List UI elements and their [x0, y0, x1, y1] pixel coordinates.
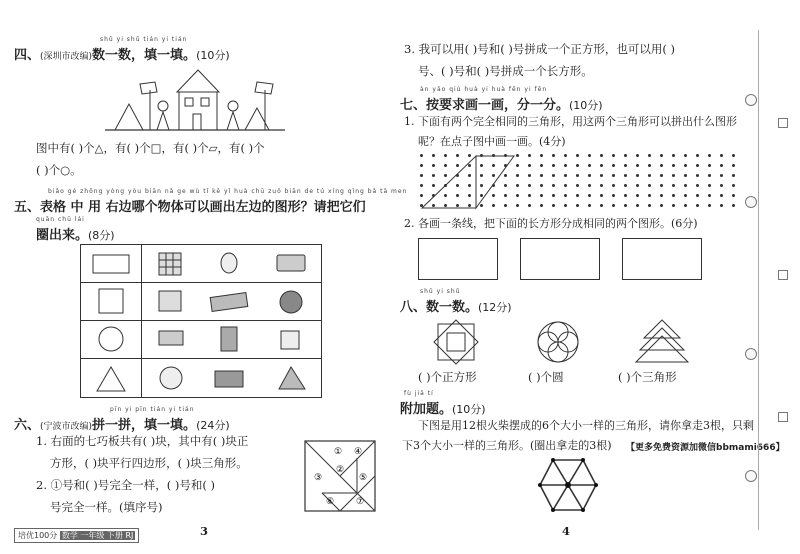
sec6-heading — [14, 414, 230, 433]
grid-dot — [576, 194, 579, 197]
tangram-figure — [304, 440, 376, 512]
grid-dot — [696, 184, 699, 187]
grid-dot — [636, 184, 639, 187]
grid-dot — [684, 154, 687, 157]
grid-dot — [552, 174, 555, 177]
grid-dot — [588, 174, 591, 177]
sec6-source: (宁波市改编) — [40, 422, 93, 432]
sec8-title: 八、数一数。 — [400, 300, 479, 315]
grid-dot — [600, 174, 603, 177]
grid-dot — [696, 174, 699, 177]
house-scene-figure — [95, 62, 295, 134]
shape-triangle — [97, 367, 125, 391]
grid-dot — [588, 164, 591, 167]
grid-dot — [540, 204, 543, 207]
grid-dot — [564, 184, 567, 187]
sec6-q3-line1: 3. 我可以用( )号和( )号拼成一个正方形，也可以用( ) — [404, 42, 676, 56]
grid-dot — [540, 184, 543, 187]
grid-dot — [564, 204, 567, 207]
grid-dot — [684, 184, 687, 187]
grid-dot — [648, 204, 651, 207]
grid-dot — [624, 204, 627, 207]
tangram-label-2: ② — [336, 465, 345, 475]
grid-dot — [732, 164, 735, 167]
grid-dot — [732, 174, 735, 177]
grid-dot — [612, 154, 615, 157]
grid-dot — [732, 194, 735, 197]
grid-dot — [564, 194, 567, 197]
grid-dot — [660, 194, 663, 197]
sec4-source: (深圳市改编) — [40, 52, 93, 62]
basketball-object[interactable] — [280, 291, 302, 313]
grid-dot — [576, 174, 579, 177]
binding-hole-4 — [745, 470, 757, 482]
footer-brand: 培优100分 — [18, 531, 58, 540]
binding-tab-2 — [778, 270, 788, 280]
grid-dot — [600, 204, 603, 207]
grid-dot — [684, 164, 687, 167]
grid-dot — [648, 154, 651, 157]
grid-dot — [708, 154, 711, 157]
grid-dot — [684, 174, 687, 177]
grid-dot — [576, 204, 579, 207]
sec6-pinyin: pīn yi pīn tián yi tián — [110, 406, 195, 413]
grid-dot — [708, 184, 711, 187]
grid-dot — [636, 164, 639, 167]
binding-hole-1 — [745, 94, 757, 106]
dice-object[interactable] — [281, 331, 299, 349]
grid-dot — [540, 154, 543, 157]
sec4-pinyin: shǔ yi shǔ tián yi tián — [100, 36, 188, 43]
grid-dot — [672, 204, 675, 207]
sec6-title: 拼一拼，填一填。 — [92, 418, 197, 433]
sec7-q1-line1: 1. 下面有两个完全相同的三角形，用这两个三角形可以拼出什么图形 — [404, 115, 737, 128]
grid-dot — [552, 184, 555, 187]
grid-dot — [720, 184, 723, 187]
grid-dot — [612, 164, 615, 167]
sec5-number: 五、 — [14, 200, 41, 215]
box-object[interactable] — [277, 255, 305, 271]
grid-dot — [672, 184, 675, 187]
sec8-score: (12分) — [478, 301, 512, 314]
grid-dot — [636, 204, 639, 207]
grid-dot — [672, 164, 675, 167]
grid-dot — [564, 174, 567, 177]
count-figures — [432, 318, 732, 366]
grid-dot — [720, 204, 723, 207]
sec4-score: (10分) — [196, 49, 230, 62]
brick-object[interactable] — [159, 331, 183, 345]
sec5-heading-line2 — [36, 224, 115, 243]
sec4-line1: 图中有( )个△，有( )个□，有( )个▱，有( )个 — [36, 141, 265, 155]
grid-dot — [612, 194, 615, 197]
grid-dot — [552, 164, 555, 167]
grid-dot — [624, 194, 627, 197]
grid-dot — [576, 154, 579, 157]
grid-dot — [564, 154, 567, 157]
grid-dot — [588, 204, 591, 207]
page-number-right: 4 — [562, 524, 571, 538]
sec7-title: 七、按要求画一画，分一分。 — [400, 98, 570, 113]
grid-dot — [600, 154, 603, 157]
sec6-q2-line1: 2. ①号和( )号完全一样，( )号和( ) — [36, 478, 216, 492]
extra-pinyin: fù jiā tí — [404, 390, 434, 397]
binding-tab-1 — [778, 118, 788, 128]
grid-dot — [696, 164, 699, 167]
extra-score: (10分) — [452, 403, 486, 416]
grid-dot — [612, 204, 615, 207]
grid-dot — [624, 164, 627, 167]
gift-box-object[interactable] — [215, 371, 243, 387]
grid-dot — [552, 204, 555, 207]
sec4-heading — [14, 44, 230, 63]
sec5-title-line1: 表格 中 用 右边哪个物体可以画出左边的图形？请把它们 — [40, 200, 366, 215]
grid-dot — [672, 174, 675, 177]
grid-dot — [708, 204, 711, 207]
grid-dot — [552, 194, 555, 197]
grid-dot — [624, 174, 627, 177]
tangram-label-1: ① — [334, 447, 343, 457]
grid-dot — [696, 154, 699, 157]
grid-dot — [636, 174, 639, 177]
grid-dot — [696, 194, 699, 197]
grid-dot — [672, 154, 675, 157]
grid-dot — [612, 174, 615, 177]
sec4-title: 数一数，填一填。 — [92, 48, 197, 63]
sec6-score: (24分) — [196, 419, 230, 432]
grid-dot — [624, 154, 627, 157]
binding-hole-2 — [745, 196, 757, 208]
grid-dot — [660, 184, 663, 187]
sec8-label-squares: ( )个正方形 — [418, 370, 477, 384]
grid-dot — [732, 154, 735, 157]
extra-title: 附加题。 — [400, 402, 453, 417]
grid-dot — [636, 194, 639, 197]
grid-dot — [540, 164, 543, 167]
grid-dot — [612, 184, 615, 187]
grid-dot — [588, 154, 591, 157]
tangram-label-7: ⑦ — [356, 497, 365, 507]
sec8-heading — [400, 296, 512, 315]
grid-dot — [600, 194, 603, 197]
sec6-number: 六、 — [14, 418, 41, 433]
grid-dot — [540, 194, 543, 197]
extra-heading — [400, 398, 486, 417]
tree-triangle-left — [115, 104, 143, 130]
sec7-score: (10分) — [569, 99, 603, 112]
sec5-pinyin: biǎo gé zhōng yòng yòu biān nǎ ge wù tǐ kě yǐ huà chū zuǒ biān de tú xíng qǐng bǎ tā men — [48, 188, 408, 195]
example-triangles — [420, 154, 540, 210]
sec7-q2: 2. 各画一条线，把下面的长方形分成相同的两个图形。(6分) — [404, 217, 698, 230]
footer-brand-badge — [14, 528, 139, 543]
grid-dot — [564, 164, 567, 167]
shape-object-table — [80, 244, 322, 398]
pencil-box-object[interactable] — [210, 293, 248, 312]
sec8-pinyin: shǔ yi shǔ — [420, 288, 461, 295]
footer-tag: 数学 一年级 下册 RJ — [61, 531, 134, 540]
tangram-label-4: ④ — [354, 447, 363, 457]
grid-dot — [588, 184, 591, 187]
block-object[interactable] — [159, 291, 181, 311]
sec4-number: 四、 — [14, 48, 41, 63]
grid-dot — [708, 194, 711, 197]
grid-dot — [648, 174, 651, 177]
grid-dot — [660, 164, 663, 167]
grid-dot — [660, 174, 663, 177]
grid-dot — [648, 184, 651, 187]
binding-hole-3 — [745, 348, 757, 360]
extra-line1: 下图是用12根火柴摆成的6个大小一样的三角形，请你拿走3根，只剩 — [418, 419, 754, 432]
grid-dot — [648, 164, 651, 167]
extra-ad-text: 【更多免费资源加微信bbmami666】 — [626, 443, 785, 453]
grid-dot — [576, 184, 579, 187]
cube-object[interactable] — [159, 253, 181, 275]
tangram-label-6: ⑥ — [326, 497, 335, 507]
sec6-q1-line1: 1. 右面的七巧板共有( )块，其中有( )块正 — [36, 434, 249, 448]
grid-dot — [540, 174, 543, 177]
sec8-label-circles: ( )个圆 — [528, 370, 564, 384]
grid-dot — [624, 184, 627, 187]
page-number-left: 3 — [200, 524, 209, 538]
grid-dot — [696, 204, 699, 207]
grid-dot — [720, 194, 723, 197]
rectangle-1[interactable] — [418, 238, 498, 280]
sec5-pinyin2: quān chū lái — [36, 216, 85, 223]
grid-dot — [684, 204, 687, 207]
cylinder-object[interactable] — [221, 327, 237, 351]
grid-dot — [552, 154, 555, 157]
grid-dot — [660, 154, 663, 157]
grid-dot — [732, 204, 735, 207]
sec6-q2-line2: 号完全一样。(填序号) — [50, 500, 163, 514]
grid-dot — [576, 164, 579, 167]
grid-dot — [720, 154, 723, 157]
grid-dot — [708, 164, 711, 167]
sec5-title-line2: 圈出来。 — [36, 228, 89, 243]
grid-dot — [732, 184, 735, 187]
sec4-line2: ( )个○。 — [36, 163, 82, 177]
grid-dot — [600, 184, 603, 187]
sec5-heading-line1 — [14, 196, 366, 215]
squares-figure — [434, 320, 478, 364]
matchstick-hexagon — [538, 458, 598, 512]
grid-dot — [720, 164, 723, 167]
tangram-label-5: ⑤ — [359, 473, 368, 483]
grid-dot — [648, 194, 651, 197]
binding-tab-3 — [778, 412, 788, 422]
extra-line2: 下3个大小一样的三角形。(圈出拿走的3根) — [402, 439, 612, 452]
can-object[interactable] — [221, 253, 237, 273]
circles-figure — [538, 322, 578, 362]
binding-line — [758, 30, 759, 530]
sec7-q1-line2: 呢？在点子图中画一画。(4分) — [418, 135, 566, 148]
grid-dot — [720, 174, 723, 177]
sec7-pinyin: àn yāo qiú huà yi huà fēn yi fēn — [420, 86, 548, 93]
sec5-score: (8分) — [88, 229, 115, 242]
shape-circle — [99, 327, 123, 351]
sec8-label-triangles: ( )个三角形 — [618, 370, 677, 384]
grid-dot — [588, 194, 591, 197]
cheese-wedge-object[interactable] — [279, 367, 305, 389]
grid-dot — [684, 194, 687, 197]
rectangle-2[interactable] — [520, 238, 600, 280]
grid-dot — [660, 204, 663, 207]
tangram-label-3: ③ — [314, 473, 323, 483]
triangles-figure — [636, 320, 688, 362]
rectangle-3[interactable] — [622, 238, 702, 280]
shape-rectangle — [93, 255, 129, 273]
grid-dot — [708, 174, 711, 177]
sec6-q1-line2: 方形，( )块平行四边形，( )块三角形。 — [50, 456, 248, 470]
soccer-ball-object[interactable] — [160, 367, 182, 389]
grid-dot — [600, 164, 603, 167]
sec6-q3-line2: 号、( )号和( )号拼成一个长方形。 — [418, 64, 593, 78]
sec7-heading — [400, 94, 603, 113]
grid-dot — [672, 194, 675, 197]
shape-square — [99, 289, 123, 313]
grid-dot — [636, 154, 639, 157]
